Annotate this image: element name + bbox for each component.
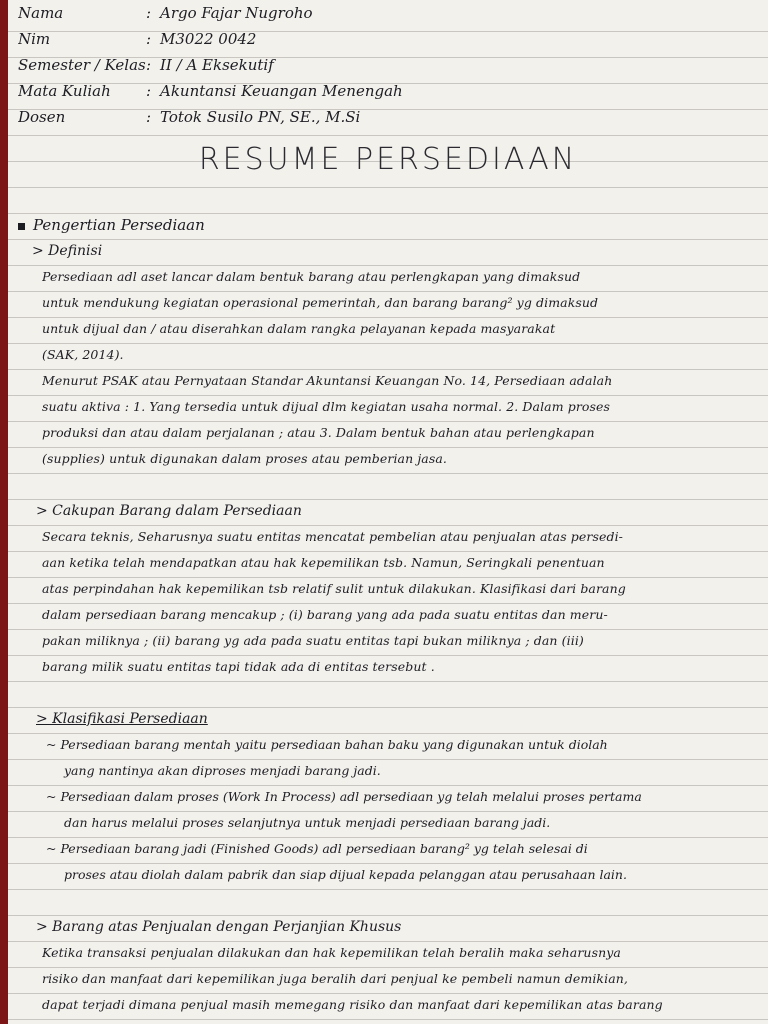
header-colon: : xyxy=(146,108,152,126)
text-line: Secara teknis, Seharusnya suatu entitas mencatat pembelian atau penjualan atas persedi- xyxy=(42,529,623,544)
handwritten-content xyxy=(18,0,758,1018)
spacer xyxy=(18,472,758,498)
header-row-nama xyxy=(18,0,758,26)
text-line: yang nantinya akan diproses menjadi barang jadi. xyxy=(64,763,381,778)
header-row-matakuliah xyxy=(18,78,758,104)
header-label: Dosen xyxy=(18,108,66,126)
header-row-semester xyxy=(18,52,758,78)
text-line: Menurut PSAK atau Pernyataan Standar Akuntansi Keuangan No. 14, Persediaan adalah xyxy=(42,373,613,388)
red-background-edge xyxy=(0,0,8,1024)
spacer xyxy=(18,888,758,914)
text-line: untuk dijual dan / atau diserahkan dalam rangka pelayanan kepada masyarakat xyxy=(42,321,556,336)
list-item xyxy=(18,732,758,784)
spacer xyxy=(18,680,758,706)
header-value: M3022 0042 xyxy=(160,30,257,48)
text-line: ~ Persediaan barang mentah yaitu persediaan bahan baku yang digunakan untuk diolah xyxy=(46,737,608,752)
header-block xyxy=(18,0,758,130)
header-value: II / A Eksekutif xyxy=(160,56,274,74)
page-title: RESUME PERSEDIAAN xyxy=(198,142,578,177)
text-line: dapat terjadi dimana penjual masih memegang risiko dan manfaat dari kepemilikan atas barang xyxy=(42,997,663,1012)
text-line: risiko dan manfaat dari kepemilikan juga beralih dari penjual ke pembeli namun demikian, xyxy=(42,971,628,986)
header-row-nim xyxy=(18,26,758,52)
text-line: pakan miliknya ; (ii) barang yg ada pada suatu entitas tapi bukan miliknya ; dan (iii) xyxy=(42,633,584,648)
text-line: suatu aktiva : 1. Yang tersedia untuk dijual dlm kegiatan usaha normal. 2. Dalam proses xyxy=(42,399,611,414)
text-line: untuk mendukung kegiatan operasional pemerintah, dan barang barang² yg dimaksud xyxy=(42,295,599,310)
header-value: Akuntansi Keuangan Menengah xyxy=(160,82,403,100)
bullet-square-icon xyxy=(18,223,25,230)
paragraph-cakupan xyxy=(18,524,758,680)
list-item xyxy=(18,784,758,836)
text-line: (SAK, 2014). xyxy=(42,347,124,362)
header-colon: : xyxy=(146,82,152,100)
header-value: Totok Susilo PN, SE., M.Si xyxy=(160,108,361,126)
header-label: Nim xyxy=(18,30,51,48)
section-heading xyxy=(18,212,758,238)
text-line: atas perpindahan hak kepemilikan tsb relatif sulit untuk dilakukan. Klasifikasi dari barang xyxy=(42,581,626,596)
header-label: Nama xyxy=(18,4,64,22)
text-line: (supplies) untuk digunakan dalam proses atau pemberian jasa. xyxy=(42,451,447,466)
paragraph-definisi xyxy=(18,264,758,472)
text-line: Ketika transaksi penjualan dilakukan dan hak kepemilikan telah beralih maka seharusnya xyxy=(42,945,621,960)
header-value: Argo Fajar Nugroho xyxy=(160,4,313,22)
subheading-klasifikasi: > Klasifikasi Persediaan xyxy=(36,711,208,727)
header-label: Mata Kuliah xyxy=(18,82,111,100)
text-line: ~ Persediaan dalam proses (Work In Process) adl persediaan yg telah melalui proses pertama xyxy=(46,789,642,804)
text-line: dalam persediaan barang mencakup ; (i) barang yang ada pada suatu entitas dan meru- xyxy=(42,607,608,622)
text-line: produksi dan atau dalam perjalanan ; atau 3. Dalam bentuk bahan atau perlengkapan xyxy=(42,425,595,440)
paragraph-barang-atas-penjualan xyxy=(18,940,758,1018)
header-label: Semester / Kelas xyxy=(18,56,146,74)
subheading-cakupan: > Cakupan Barang dalam Persediaan xyxy=(36,503,302,519)
text-line: aan ketika telah mendapatkan atau hak kepemilikan tsb. Namun, Seringkali penentuan xyxy=(42,555,605,570)
header-colon: : xyxy=(146,4,152,22)
spacer xyxy=(18,186,758,212)
text-line: proses atau diolah dalam pabrik dan siap dijual kepada pelanggan atau perusahaan lain. xyxy=(64,867,627,882)
subheading-definisi: > Definisi xyxy=(32,243,103,259)
header-colon: : xyxy=(146,56,152,74)
subheading-barang-atas-penjualan: > Barang atas Penjualan dengan Perjanjian Khusus xyxy=(36,919,402,935)
text-line: ~ Persediaan barang jadi (Finished Goods) adl persediaan barang² yg telah selesai di xyxy=(46,841,588,856)
list-item xyxy=(18,836,758,888)
header-row-dosen xyxy=(18,104,758,130)
section-heading-text: Pengertian Persediaan xyxy=(33,216,205,234)
header-colon: : xyxy=(146,30,152,48)
text-line: Persediaan adl aset lancar dalam bentuk barang atau perlengkapan yang dimaksud xyxy=(42,269,581,284)
text-line: dan harus melalui proses selanjutnya untuk menjadi persediaan barang jadi. xyxy=(64,815,551,830)
text-line: barang milik suatu entitas tapi tidak ada di entitas tersebut . xyxy=(42,659,435,674)
